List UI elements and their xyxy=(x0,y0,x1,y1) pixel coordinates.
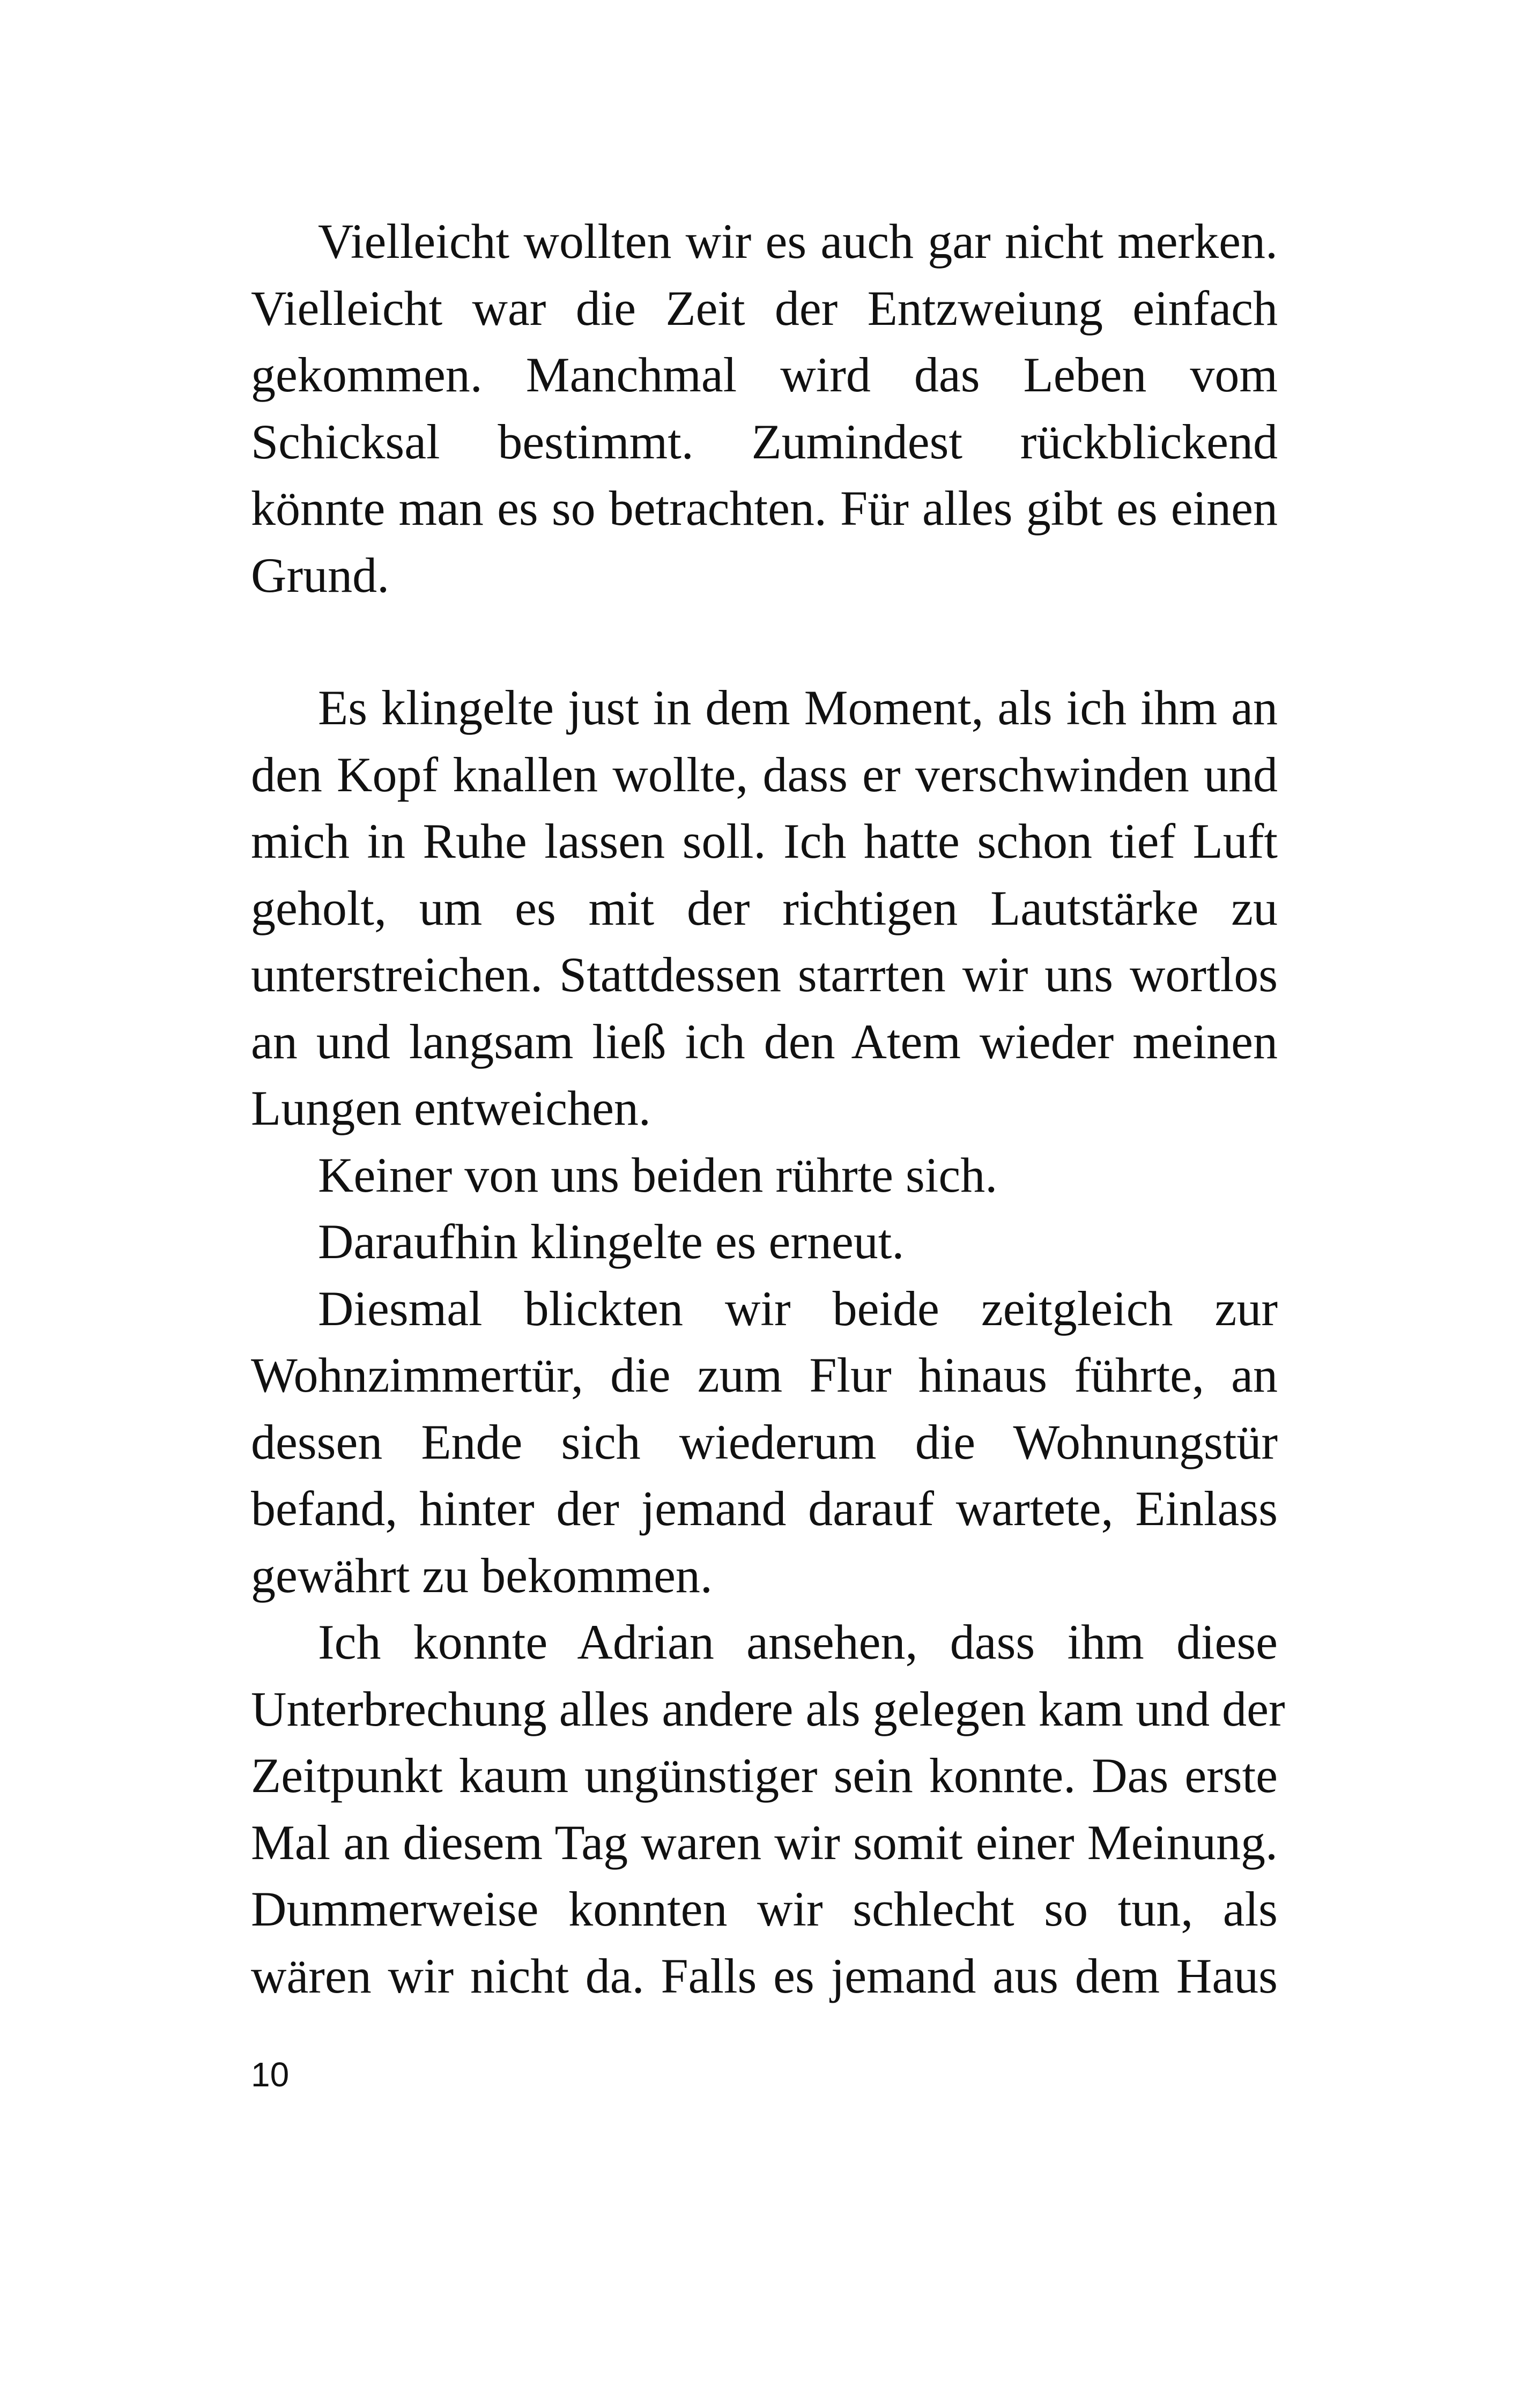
text-line: Lungen entweichen. xyxy=(251,1081,651,1135)
text-line: Es klingelte just in dem Moment, als ich ihm an xyxy=(318,680,1278,735)
text-line: Diesmal blickten wir beide zeitgleich zur xyxy=(318,1281,1278,1336)
text-line: befand, hinter der jemand darauf wartete, Einlass xyxy=(251,1481,1278,1536)
text-line: Unterbrechung alles andere als gelegen kam und der xyxy=(251,1681,1285,1736)
paragraph xyxy=(251,674,1278,1142)
text-line: Mal an diesem Tag waren wir somit einer Meinung. xyxy=(251,1815,1278,1870)
text-line: Vielleicht war die Zeit der Entzweiung einfach xyxy=(251,280,1278,336)
text-line: den Kopf knallen wollte, dass er verschwinden und xyxy=(251,747,1278,802)
paragraph xyxy=(251,1275,1278,1609)
paragraph xyxy=(251,208,1278,608)
paragraph xyxy=(251,1208,1278,1275)
text-line: Zeitpunkt kaum ungünstiger sein konnte. Das erste xyxy=(251,1748,1278,1803)
text-line: Schicksal bestimmt. Zumindest rückblickend xyxy=(251,414,1278,469)
paragraph xyxy=(251,1142,1278,1209)
page-number: 10 xyxy=(251,2055,290,2094)
text-line: gekommen. Manchmal wird das Leben vom xyxy=(251,347,1278,402)
text-line: unterstreichen. Stattdessen starrten wir uns wortlos xyxy=(251,947,1278,1002)
text-line: Wohnzimmertür, die zum Flur hinaus führte, an xyxy=(251,1348,1278,1402)
text-line: an und langsam ließ ich den Atem wieder meinen xyxy=(251,1014,1278,1069)
text-line: dessen Ende sich wiederum die Wohnungstür xyxy=(251,1414,1278,1469)
text-line: mich in Ruhe lassen soll. Ich hatte schon tief Luft xyxy=(251,814,1278,868)
text-line: Keiner von uns beiden rührte sich. xyxy=(318,1147,998,1202)
text-line: Ich konnte Adrian ansehen, dass ihm diese xyxy=(318,1615,1278,1669)
text-line: Grund. xyxy=(251,547,390,603)
text-block-main xyxy=(251,674,1285,2009)
paragraph xyxy=(251,1609,1285,2009)
text-line: wären wir nicht da. Falls es jemand aus dem Haus xyxy=(251,1948,1278,2003)
text-block-top xyxy=(251,208,1278,608)
text-line: gewährt zu bekommen. xyxy=(251,1548,713,1603)
text-line: geholt, um es mit der richtigen Lautstärke zu xyxy=(251,880,1278,935)
text-line: Dummerweise konnten wir schlecht so tun, als xyxy=(251,1882,1278,1936)
text-line: könnte man es so betrachten. Für alles gibt es einen xyxy=(251,481,1278,536)
text-line: Vielleicht wollten wir es auch gar nicht merken. xyxy=(318,214,1278,269)
text-line: Daraufhin klingelte es erneut. xyxy=(318,1214,905,1269)
